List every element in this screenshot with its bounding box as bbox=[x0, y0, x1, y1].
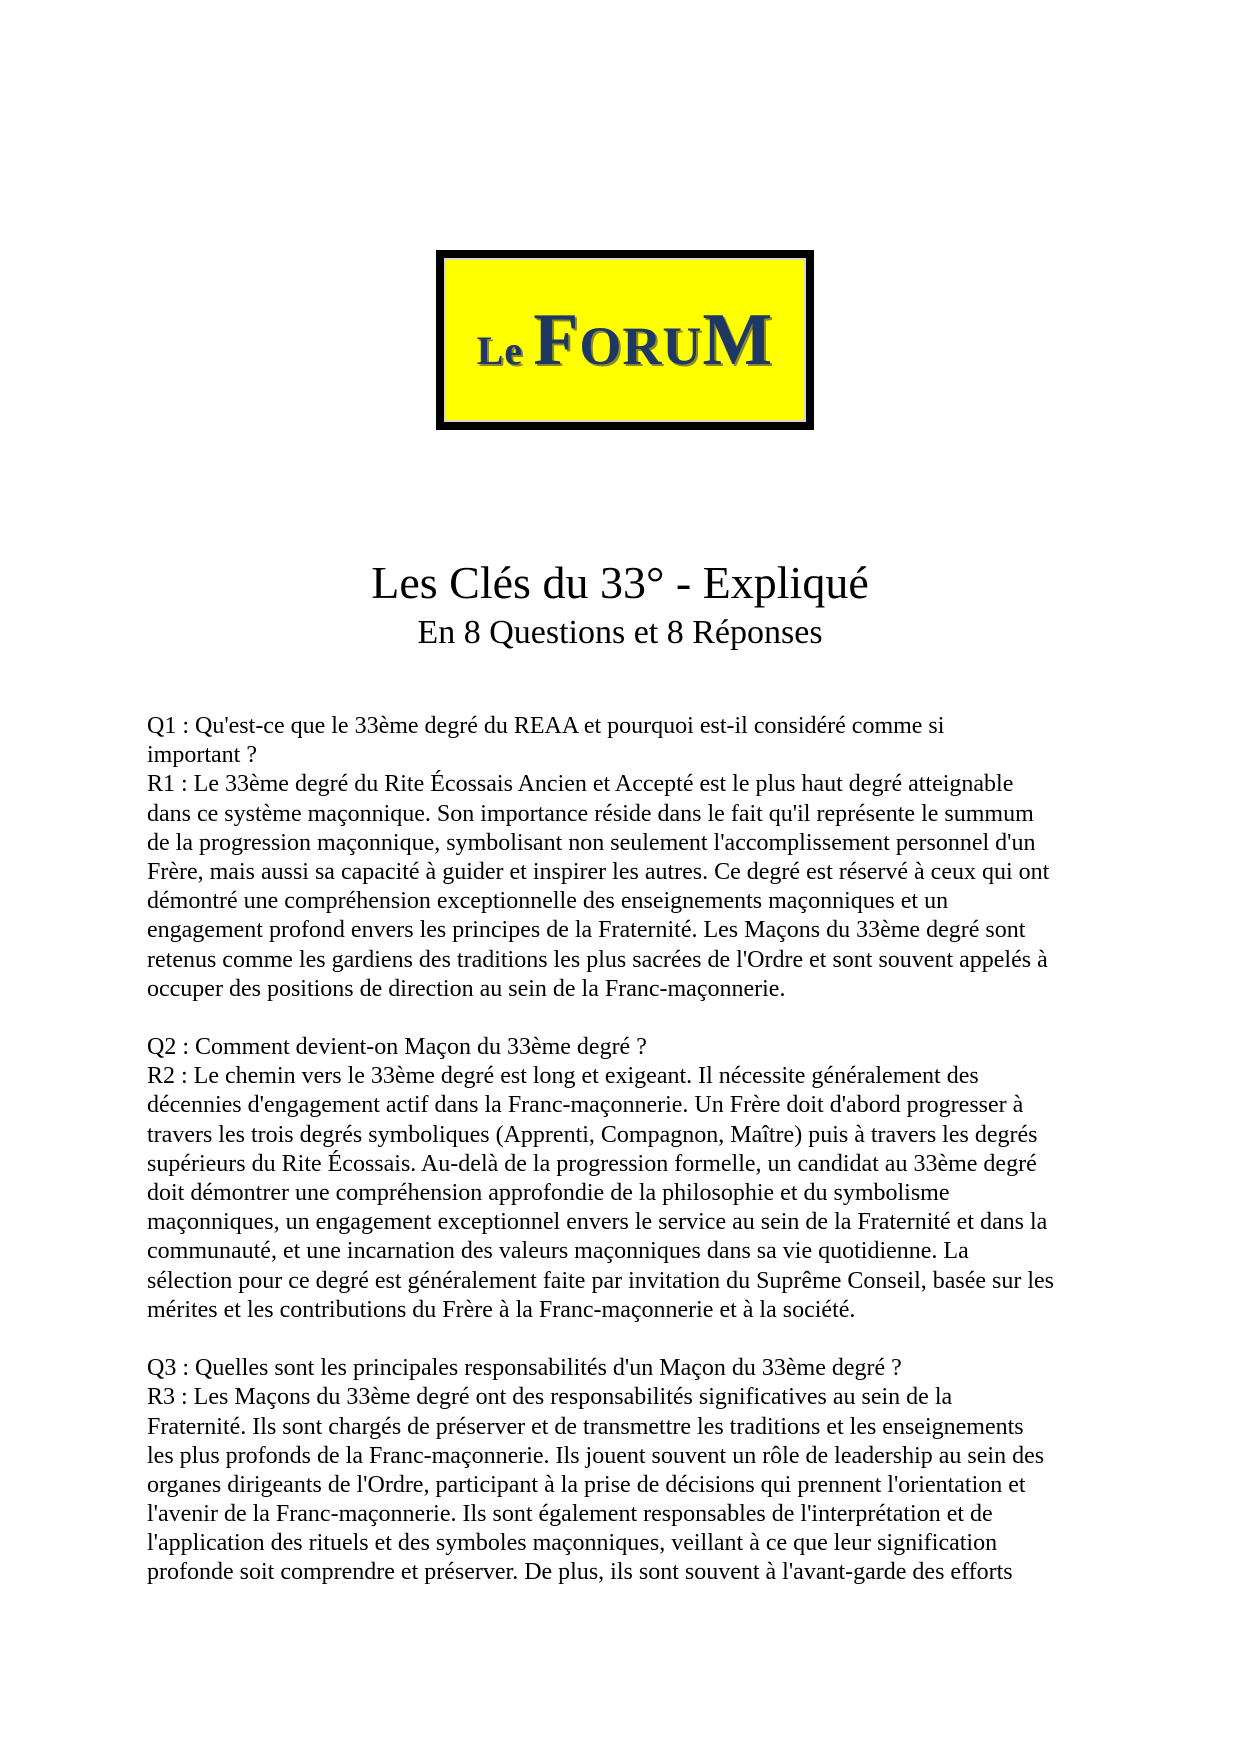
text-line: démontré une compréhension exceptionnelle des enseignements maçonniques et un bbox=[147, 888, 949, 915]
text-line: supérieurs du Rite Écossais. Au-delà de la progression formelle, un candidat au 33ème degré bbox=[147, 1150, 1037, 1177]
text-line: Q1 : Qu'est-ce que le 33ème degré du REAA et pourquoi est-il considéré comme si bbox=[147, 713, 945, 739]
text-line: communauté, et une incarnation des valeurs maçonniques dans sa vie quotidienne. La bbox=[147, 1238, 969, 1265]
le-forum-logo bbox=[436, 250, 814, 430]
text-line: Q3 : Quelles sont les principales responsabilités d'un Maçon du 33ème degré ? bbox=[147, 1355, 902, 1382]
logo-oru: ORU bbox=[579, 315, 703, 376]
text-line: sélection pour ce degré est généralement faite par invitation du Suprême Conseil, basée sur les bbox=[147, 1267, 1055, 1294]
text-line: les plus profonds de la Franc-maçonnerie. Ils jouent souvent un rôle de leadership au sein des bbox=[147, 1442, 1045, 1469]
text-line: engagement profond envers les principes de la Fraternité. Les Maçons du 33ème degré sont bbox=[147, 917, 1026, 944]
text-line: décennies d'engagement actif dans la Franc-maçonnerie. Un Frère doit d'abord progresser à bbox=[147, 1092, 1024, 1119]
text-line: retenus comme les gardiens des traditions les plus sacrées de l'Ordre et sont souvent appelés à bbox=[147, 946, 1048, 973]
text-line: l'avenir de la Franc-maçonnerie. Ils sont également responsables de l'interprétation et de bbox=[147, 1501, 993, 1528]
text-line: profonde soit comprendre et préserver. De plus, ils sont souvent à l'avant-garde des efforts bbox=[147, 1559, 1013, 1586]
text-line: mérites et les contributions du Frère à la Franc-maçonnerie et à la société. bbox=[147, 1296, 856, 1323]
document-body bbox=[147, 712, 1054, 1588]
logo-le: Le bbox=[476, 327, 524, 373]
text-line: R3 : Les Maçons du 33ème degré ont des responsabilités significatives au sein de la bbox=[147, 1384, 953, 1411]
text-line: Fraternité. Ils sont chargés de préserver et de transmettre les traditions et les enseignements bbox=[147, 1413, 1024, 1440]
logo-wordmark bbox=[477, 298, 774, 383]
text-line: Frère, mais aussi sa capacité à guider et inspirer les autres. Ce degré est réservé à ceux qui ont bbox=[147, 858, 1050, 885]
document-title: Les Clés du 33° - Expliqué bbox=[371, 557, 869, 608]
text-line: maçonniques, un engagement exceptionnel envers le service au sein de la Fraternité et dans la bbox=[147, 1209, 1048, 1236]
text-line: dans ce système maçonnique. Son importance réside dans le fait qu'il représente le summum bbox=[147, 800, 1034, 827]
text-line: Q2 : Comment devient-on Maçon du 33ème degré ? bbox=[147, 1034, 647, 1061]
text-line: de la progression maçonnique, symbolisant non seulement l'accomplissement personnel d'un bbox=[147, 829, 1036, 856]
text-line: occuper des positions de direction au sein de la Franc-maçonnerie. bbox=[147, 975, 786, 1002]
logo-panel bbox=[444, 258, 806, 422]
qa-section-1 bbox=[147, 712, 1054, 1004]
qa-section-2 bbox=[147, 1033, 1054, 1325]
text-line: important ? bbox=[147, 742, 257, 769]
text-line: R1 : Le 33ème degré du Rite Écossais Ancien et Accepté est le plus haut degré atteignable bbox=[147, 771, 1014, 798]
document-subtitle: En 8 Questions et 8 Réponses bbox=[417, 614, 823, 651]
text-line: doit démontrer une compréhension approfondie de la philosophie et du symbolisme bbox=[147, 1180, 950, 1206]
text-line: R2 : Le chemin vers le 33ème degré est long et exigeant. Il nécessite généralement des bbox=[147, 1063, 979, 1090]
text-line: travers les trois degrés symboliques (Apprenti, Compagnon, Maître) puis à travers les degrés bbox=[147, 1121, 1038, 1148]
text-line: l'application des rituels et des symboles maçonniques, veillant à ce que leur signification bbox=[147, 1530, 998, 1557]
text-line: organes dirigeants de l'Ordre, participant à la prise de décisions qui prennent l'orientation et bbox=[147, 1471, 1026, 1498]
logo-m: M bbox=[702, 298, 774, 381]
qa-section-3 bbox=[147, 1354, 1054, 1588]
logo-f: F bbox=[533, 298, 580, 381]
